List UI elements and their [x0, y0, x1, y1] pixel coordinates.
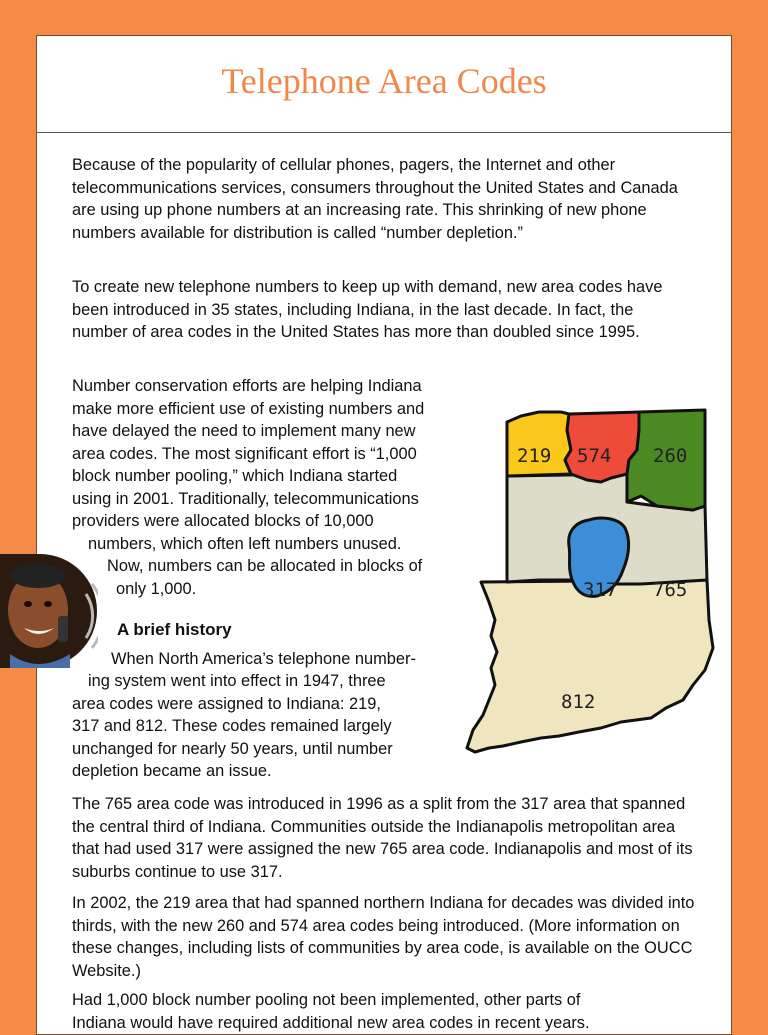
text-line: Had 1,000 block number pooling not been implemented, other parts of [72, 991, 581, 1009]
man-on-phone-photo [0, 554, 98, 668]
label-812: 812 [561, 691, 596, 713]
label-219: 219 [517, 445, 552, 467]
text-line: only 1,000. [116, 580, 197, 598]
label-260: 260 [653, 445, 688, 467]
indiana-area-code-map [461, 370, 727, 770]
paragraph-5: The 765 area code was introduced in 1996 as a split from the 317 area that spanned the central third of Indiana. Communities outside the Indianapolis metropolitan area that had used 317 were assigned the new 765 area code. Indianapolis and most of its suburbs continue to use 317. [72, 795, 693, 881]
text-line: ing system went into effect in 1947, three [88, 672, 386, 690]
text-line: Now, numbers can be allocated in blocks of [107, 557, 423, 575]
text-line: numbers, which often left numbers unused. [88, 535, 402, 553]
text-line: area codes were assigned to Indiana: 219, [72, 695, 381, 713]
page-title: Telephone Area Codes [221, 61, 547, 101]
text-line: using in 2001. Traditionally, telecommunications [72, 490, 419, 508]
text-line: have delayed the need to implement many new [72, 422, 416, 440]
text-line: block number pooling,” which Indiana started [72, 467, 398, 485]
label-317: 317 [583, 579, 618, 601]
region-812 [467, 580, 713, 752]
text-line: When North America’s telephone number- [111, 650, 416, 668]
text-line: depletion became an issue. [72, 762, 272, 780]
section-heading: A brief history [117, 620, 232, 639]
text-line: Number conservation efforts are helping Indiana [72, 377, 422, 395]
text-line: make more efficient use of existing numbers and [72, 400, 425, 418]
label-765: 765 [653, 579, 688, 601]
title-bar [37, 36, 731, 133]
paragraph-6: In 2002, the 219 area that had spanned northern Indiana for decades was divided into thirds, with the new 260 and 574 area codes being introduced. (More information on these changes, including lists of communities by area code, is available on the OUCC Website.) [72, 894, 695, 980]
text-line: area codes. The most significant effort is “1,000 [72, 445, 417, 463]
paragraph-2: To create new telephone numbers to keep up with demand, new area codes have been introduced in 35 states, including Indiana, in the last decade. In fact, the number of area codes in the United States has more than doubled since 1995. [72, 278, 663, 342]
label-574: 574 [577, 445, 612, 467]
text-line: 317 and 812. These codes remained largely [72, 717, 392, 735]
paragraph-1: Because of the popularity of cellular phones, pagers, the Internet and other telecommunications services, consumers throughout the United States and Canada are using up phone numbers at an increasing rate. This shrinking of new phone numbers available for distribution is called “number depletion.” [72, 156, 678, 242]
text-line: unchanged for nearly 50 years, until number [72, 740, 393, 758]
text-line: Indiana would have required additional new area codes in recent years. [72, 1014, 590, 1032]
text-line: providers were allocated blocks of 10,000 [72, 512, 374, 530]
document-page [36, 35, 732, 1035]
